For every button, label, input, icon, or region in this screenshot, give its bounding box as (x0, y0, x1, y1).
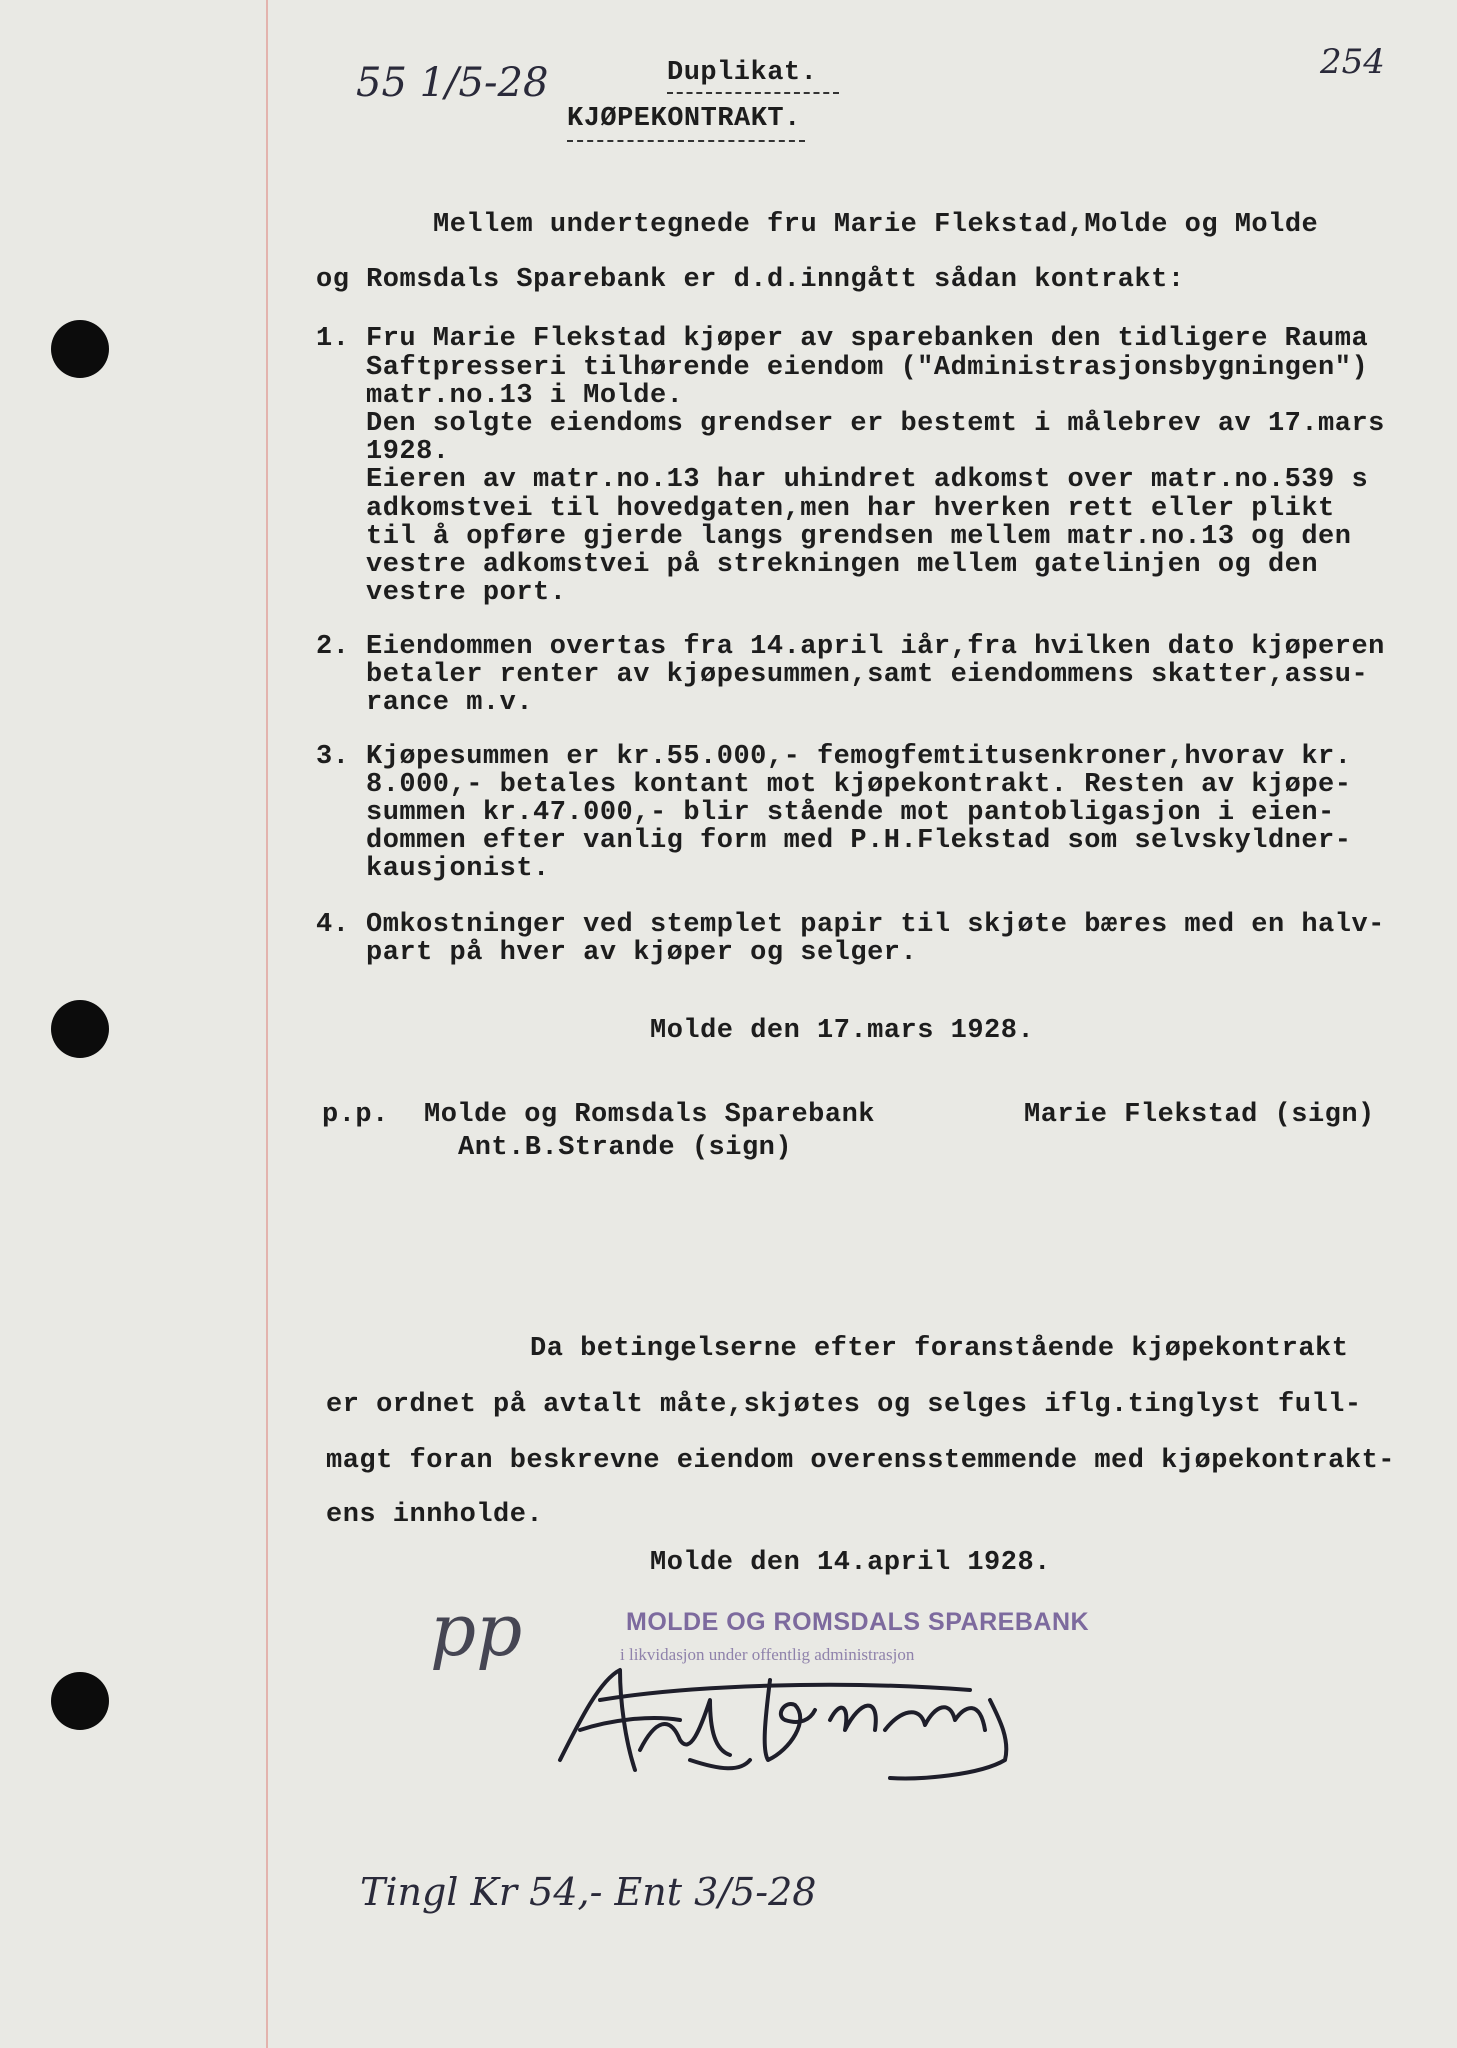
clause-line: Den solgte eiendoms grendser er bestemt i målebrev av 17.mars (366, 409, 1385, 439)
clause-line: Fru Marie Flekstad kjøper av sparebanken den tidligere Rauma (366, 324, 1369, 354)
handwritten-pp: pp (430, 1588, 523, 1672)
closing-line: ens innholde. (326, 1500, 544, 1530)
clause-line: vestre port. (366, 578, 567, 608)
bank-name: Molde og Romsdals Sparebank (424, 1100, 875, 1130)
clause-line: Saftpresseri tilhørende eiendom ("Administrasjonsbygningen") (366, 353, 1369, 383)
intro-line: og Romsdals Sparebank er d.d.inngått sådan kontrakt: (316, 265, 1185, 295)
bank-signer: Ant.B.Strande (sign) (458, 1133, 793, 1163)
reference-note: 55 1/5-28 (356, 60, 549, 106)
per-procura-label: p.p. (322, 1100, 389, 1130)
clause-line: part på hver av kjøper og selger. (366, 938, 918, 968)
clause-number: 4. (316, 910, 350, 940)
clause-line: kausjonist. (366, 854, 550, 884)
page-number: 254 (1320, 42, 1385, 82)
clause-line: 8.000,- betales kontant mot kjøpekontrakt. Resten av kjøpe- (366, 770, 1352, 800)
bank-stamp-subtitle: i likvidasjon under offentlig administrasjon (620, 1645, 915, 1664)
document-title: KJØPEKONTRAKT. (567, 104, 801, 134)
deed-date: Molde den 14.april 1928. (650, 1548, 1051, 1578)
clause-line: vestre adkomstvei på strekningen mellem gatelinjen og den (366, 550, 1319, 580)
clause-line: Omkostninger ved stemplet papir til skjøte bæres med en halv- (366, 910, 1385, 940)
clause-line: rance m.v. (366, 688, 534, 718)
clause-line: Kjøpesummen er kr.55.000,- femogfemtitusenkroner,hvorav kr. (366, 742, 1352, 772)
handwritten-signature (540, 1660, 1040, 1790)
bank-stamp-title: MOLDE OG ROMSDALS SPAREBANK (626, 1608, 1090, 1636)
clause-line: Eieren av matr.no.13 har uhindret adkomst over matr.no.539 s (366, 465, 1369, 495)
clause-number: 1. (316, 324, 350, 354)
intro-line: Mellem undertegnede fru Marie Flekstad,Molde og Molde (433, 210, 1319, 240)
margin-rule (266, 0, 268, 2048)
clause-line: matr.no.13 i Molde. (366, 381, 684, 411)
contract-date: Molde den 17.mars 1928. (650, 1016, 1035, 1046)
clause-line: 1928. (366, 437, 450, 467)
title-underline (567, 140, 805, 142)
clause-number: 2. (316, 632, 350, 662)
closing-line: Da betingelserne efter foranstående kjøpekontrakt (530, 1334, 1349, 1364)
registration-note: Tingl Kr 54,- Ent 3/5-28 (360, 1870, 817, 1914)
clause-line: dommen efter vanlig form med P.H.Flekstad som selvskyldner- (366, 826, 1352, 856)
punch-hole (51, 1672, 109, 1730)
punch-hole (51, 320, 109, 378)
punch-hole (51, 1000, 109, 1058)
closing-line: er ordnet på avtalt måte,skjøtes og selges iflg.tinglyst full- (326, 1390, 1362, 1420)
buyer-signature: Marie Flekstad (sign) (1024, 1100, 1375, 1130)
clause-line: til å opføre gjerde langs grendsen mellem matr.no.13 og den (366, 522, 1352, 552)
duplicate-underline (667, 92, 839, 94)
clause-line: summen kr.47.000,- blir stående mot pantobligasjon i eien- (366, 798, 1335, 828)
duplicate-label: Duplikat. (667, 58, 818, 88)
closing-line: magt foran beskrevne eiendom overensstemmende med kjøpekontrakt- (326, 1446, 1395, 1476)
clause-line: adkomstvei til hovedgaten,men har hverken rett eller plikt (366, 494, 1335, 524)
clause-line: Eiendommen overtas fra 14.april iår,fra hvilken dato kjøperen (366, 632, 1385, 662)
clause-line: betaler renter av kjøpesummen,samt eiendommens skatter,assu- (366, 660, 1369, 690)
clause-number: 3. (316, 742, 350, 772)
